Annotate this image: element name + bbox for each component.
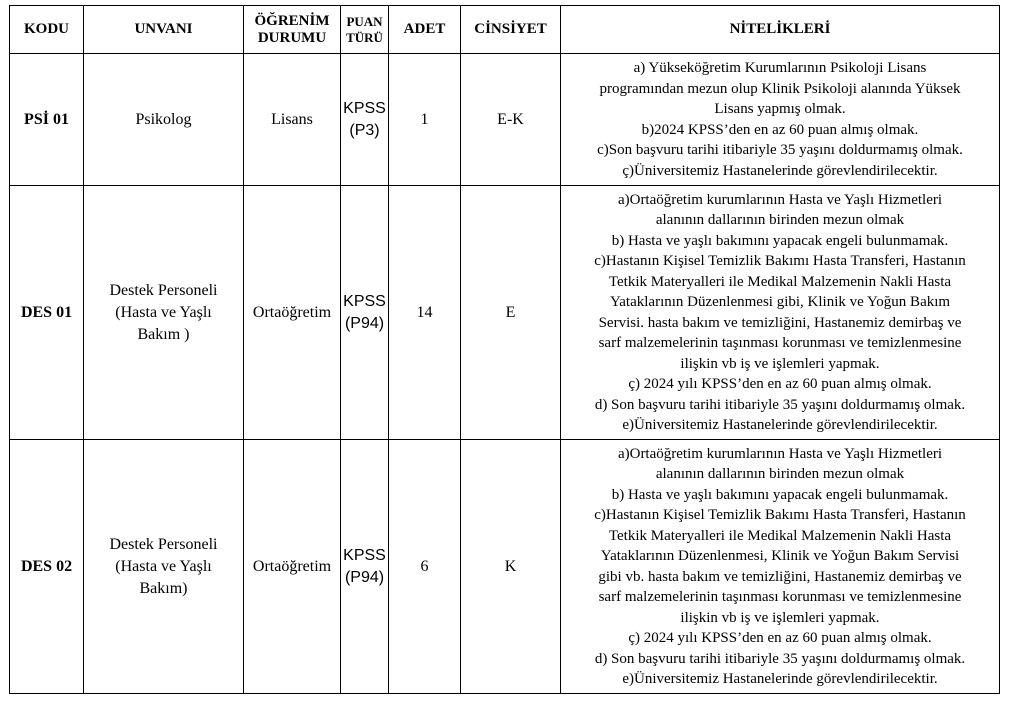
requirement-line: Servisi. hasta bakım ve temizliğini, Hastanemiz demirbaş ve [598,314,962,331]
ogrenim-cell: Ortaöğretim [244,440,341,694]
puan-cell [341,440,389,694]
unvani-line: Bakım) [139,579,188,597]
requirement-line: ç) 2024 yılı KPSS’den en az 60 puan almış olmak. [628,630,932,646]
unvani-cell [84,54,244,186]
positions-table [9,5,1000,694]
requirement-line: c)Hastanın Kişisel Temizlik Bakımı Hasta Transferi, Hastanın [594,253,966,269]
puan-cell [341,54,389,186]
cinsiyet-cell: E [461,186,561,440]
puan-line1: KPSS [343,99,386,117]
table-row [10,186,1000,440]
requirement-line: a)Ortaöğretim kurumlarının Hasta ve Yaşlı Hizmetleri [617,191,943,208]
requirement-line: e)Üniversitemiz Hastanelerinde görevlendirilecektir. [622,417,938,433]
kodu-cell: DES 02 [10,440,84,694]
nitelikler-cell [561,186,1000,440]
requirement-line: Yataklarının Düzenlenmesi, Klinik ve Yoğun Bakım Servisi [600,548,960,564]
header-unvani: UNVANI [84,6,244,54]
puan-line2: (P94) [344,568,385,586]
adet-cell: 6 [389,440,461,694]
nitelikler-cell [561,54,1000,186]
ogrenim-cell: Lisans [244,54,341,186]
requirement-line: c)Son başvuru tarihi itibariyle 35 yaşını doldurmamış olmak. [597,142,963,158]
table-row [10,440,1000,694]
puan-cell [341,186,389,440]
unvani-line: Destek Personeli [109,535,218,553]
requirement-line: b)2024 KPSS’den en az 60 puan almış olmak. [641,121,919,138]
unvani-line: (Hasta ve Yaşlı [115,557,212,575]
requirement-line: Tetkik Materyalleri ile Medikal Malzemenin Nakli Hasta [608,273,952,290]
puan-line1: KPSS [343,292,386,310]
requirement-line: Yataklarının Düzenlenmesi gibi, Klinik ve Yoğun Bakım [609,294,951,310]
requirement-line: sarf malzemelerinin taşınması korunması ve temizlenmesine [598,589,962,605]
adet-cell: 1 [389,54,461,186]
header-ogrenim-line2: DURUMU [257,29,327,46]
requirement-line: alanının dallarının birinden mezun olmak [655,466,905,482]
header-puan-turu [341,6,389,54]
header-row [10,6,1000,54]
kodu-cell: PSİ 01 [10,54,84,186]
requirement-line: d) Son başvuru tarihi itibariyle 35 yaşını doldurmamış olmak. [594,396,966,413]
requirement-line: ç) 2024 yılı KPSS’den en az 60 puan almış olmak. [628,376,932,392]
requirement-line: ç)Üniversitemiz Hastanelerinde görevlendirilecektir. [622,162,938,179]
unvani-line: (Hasta ve Yaşlı [115,303,212,321]
header-puan-line2: TÜRÜ [346,29,383,45]
requirement-line: programından mezun olup Klinik Psikoloji alanında Yüksek [599,80,961,97]
requirement-line: a)Ortaöğretim kurumlarının Hasta ve Yaşlı Hizmetleri [617,445,943,462]
table-row [10,54,1000,186]
nitelikler-cell [561,440,1000,694]
requirement-line: d) Son başvuru tarihi itibariyle 35 yaşını doldurmamış olmak. [594,650,966,667]
cinsiyet-cell: E-K [461,54,561,186]
requirement-line: c)Hastanın Kişisel Temizlik Bakımı Hasta Transferi, Hastanın [594,507,966,523]
requirement-line: Tetkik Materyalleri ile Medikal Malzemenin Nakli Hasta [608,527,952,544]
requirement-line: Lisans yapmış olmak. [714,101,846,117]
header-cinsiyet: CİNSİYET [461,6,561,54]
header-puan-line1: PUAN [346,13,383,29]
header-nitelikleri: NİTELİKLERİ [561,6,1000,54]
header-adet: ADET [389,6,461,54]
requirement-line: b) Hasta ve yaşlı bakımını yapacak engeli bulunmamak. [611,486,949,503]
requirement-line: ilişkin vb iş ve işlemleri yapmak. [680,609,880,626]
kodu-cell: DES 01 [10,186,84,440]
requirement-line: b) Hasta ve yaşlı bakımını yapacak engeli bulunmamak. [611,232,949,249]
puan-line2: (P94) [344,314,385,332]
requirement-line: a) Yükseköğretim Kurumlarının Psikoloji Lisans [633,60,927,76]
adet-cell: 14 [389,186,461,440]
header-ogrenim-line1: ÖĞRENİM [254,12,330,29]
ogrenim-cell: Ortaöğretim [244,186,341,440]
unvani-cell [84,186,244,440]
requirement-line: sarf malzemelerinin taşınması korunması ve temizlenmesine [598,335,962,351]
unvani-line: Bakım ) [137,325,190,343]
header-kodu: KODU [10,6,84,54]
requirement-line: ilişkin vb iş ve işlemleri yapmak. [680,355,880,372]
unvani-line: Destek Personeli [109,281,218,299]
puan-line1: KPSS [343,546,386,564]
header-ogrenim-durumu [244,6,341,54]
requirement-line: alanının dallarının birinden mezun olmak [655,212,905,228]
requirement-line: gibi vb. hasta bakım ve temizliğini, Hastanemiz demirbaş ve [598,568,962,585]
puan-line2: (P3) [349,121,380,139]
requirement-line: e)Üniversitemiz Hastanelerinde görevlendirilecektir. [622,671,938,687]
unvani-line: Psikolog [135,110,192,128]
unvani-cell [84,440,244,694]
cinsiyet-cell: K [461,440,561,694]
